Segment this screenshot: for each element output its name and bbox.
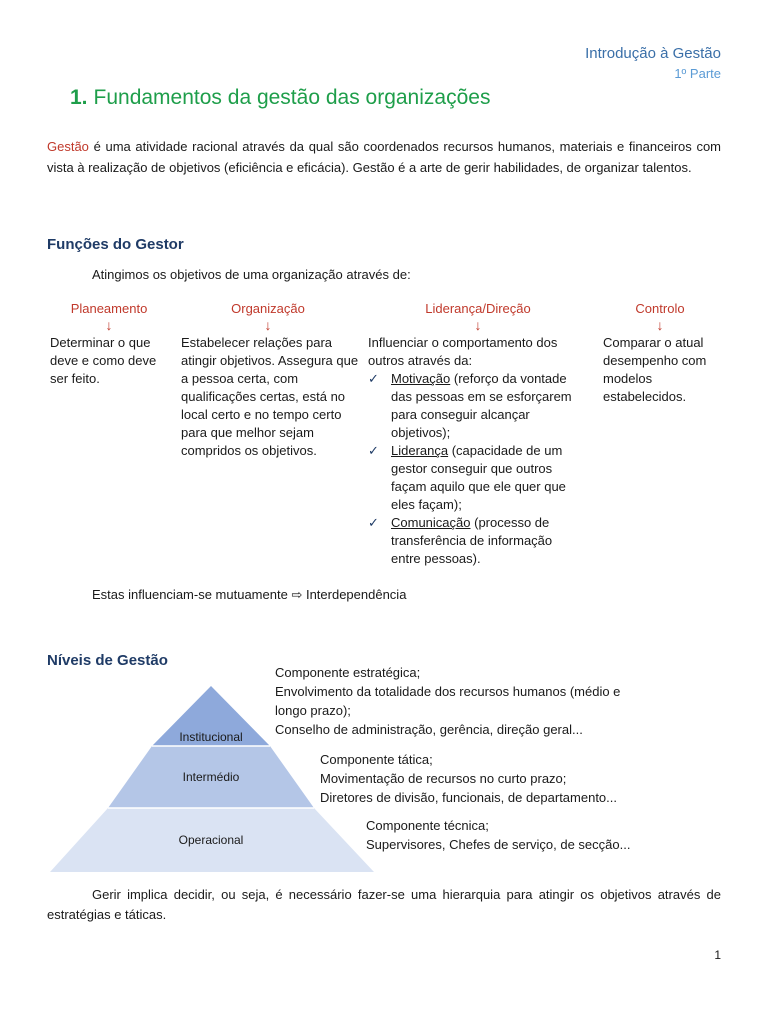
level-desc-operacional bbox=[366, 816, 630, 854]
checkmark-icon: ✓ bbox=[368, 371, 379, 386]
level-label-institucional: Institucional bbox=[179, 730, 243, 744]
right-arrow-icon: ⇨ bbox=[291, 587, 303, 602]
col-body-organizacao: Estabelecer relações para atingir objetivos. Assegura que a pessoa certa, com qualificações certas, está no local certo e no tempo certo para que melhor sejam compridos os objetivos. bbox=[181, 335, 359, 458]
desc-line: Supervisores, Chefes de serviço, de secção... bbox=[366, 837, 631, 852]
desc-line: Componente tática; bbox=[320, 752, 433, 767]
arrow-down-icon: ↓ bbox=[474, 317, 482, 333]
niveis-title: Níveis de Gestão bbox=[47, 652, 168, 669]
desc-line: Diretores de divisão, funcionais, de departamento... bbox=[320, 790, 618, 805]
item-term: Liderança bbox=[391, 443, 449, 458]
closing-paragraph: Gerir implica decidir, ou seja, é necessário fazer-se uma hierarquia para atingir os objetivos através de estratégias e táticas. bbox=[47, 887, 721, 922]
section-title: Fundamentos da gestão das organizações bbox=[93, 86, 491, 109]
arrow-down-icon: ↓ bbox=[656, 317, 664, 333]
desc-line: Componente estratégica; bbox=[275, 665, 421, 680]
lideranca-intro: Influenciar o comportamento dos outros através da: bbox=[368, 335, 558, 368]
desc-line: Movimentação de recursos no curto prazo; bbox=[320, 771, 567, 786]
checkmark-icon: ✓ bbox=[368, 515, 379, 530]
desc-line: Conselho de administração, gerência, direção geral... bbox=[275, 722, 583, 737]
section-heading bbox=[70, 86, 490, 110]
item-desc: (processo de transferência de informação entre pessoas). bbox=[391, 515, 553, 566]
col-head-controlo: Controlo bbox=[635, 301, 685, 316]
list-item bbox=[368, 442, 584, 514]
level-desc-intermedio bbox=[320, 750, 617, 807]
desc-line: Componente técnica; bbox=[366, 818, 489, 833]
desc-line: longo prazo); bbox=[275, 703, 351, 718]
item-desc: (reforço da vontade das pessoas em se esforçarem para conseguir alcançar objetivos); bbox=[391, 371, 572, 440]
list-item bbox=[368, 370, 584, 442]
desc-line: Envolvimento da totalidade dos recursos humanos (médio e bbox=[275, 684, 621, 699]
intro-keyword: Gestão bbox=[47, 139, 89, 154]
funcoes-title: Funções do Gestor bbox=[47, 236, 184, 253]
list-item bbox=[368, 514, 584, 568]
checkmark-icon: ✓ bbox=[368, 443, 379, 458]
level-label-operacional: Operacional bbox=[178, 833, 244, 847]
arrow-down-icon: ↓ bbox=[105, 317, 113, 333]
intro-paragraph bbox=[47, 136, 721, 178]
col-head-organizacao: Organização bbox=[231, 301, 305, 316]
item-desc: (capacidade de um gestor conseguir que outros façam aquilo que ele quer que eles façam); bbox=[391, 443, 566, 512]
item-term: Motivação bbox=[391, 371, 451, 386]
interdep-text: Estas influenciam-se mutuamente bbox=[92, 587, 292, 602]
intro-text: é uma atividade racional através da qual são coordenados recursos humanos, materiais e financeiros com vista à realização de objetivos (eficiência e eficácia). Gestão é a arte de gerir habilidades, de organizar talentos. bbox=[47, 139, 721, 175]
section-number: 1. bbox=[70, 86, 88, 109]
col-head-lideranca: Liderança/Direção bbox=[425, 301, 531, 316]
header-subtitle: 1º Parte bbox=[674, 66, 721, 81]
interdependencia-line bbox=[92, 586, 406, 604]
col-body-controlo: Comparar o atual desempenho com modelos estabelecidos. bbox=[603, 335, 707, 404]
col-body-lideranca bbox=[368, 334, 584, 568]
arrow-down-icon: ↓ bbox=[264, 317, 272, 333]
level-desc-institucional bbox=[275, 663, 620, 739]
page-number: 1 bbox=[714, 948, 721, 962]
interdep-term: Interdependência bbox=[302, 587, 407, 602]
lideranca-list bbox=[368, 370, 584, 568]
header-title: Introdução à Gestão bbox=[585, 45, 721, 62]
level-label-intermedio: Intermédio bbox=[182, 770, 240, 784]
funcoes-lead: Atingimos os objetivos de uma organização através de: bbox=[92, 267, 411, 282]
col-head-planeamento: Planeamento bbox=[70, 301, 148, 316]
item-term: Comunicação bbox=[391, 515, 471, 530]
col-body-planeamento: Determinar o que deve e como deve ser feito. bbox=[50, 335, 157, 386]
